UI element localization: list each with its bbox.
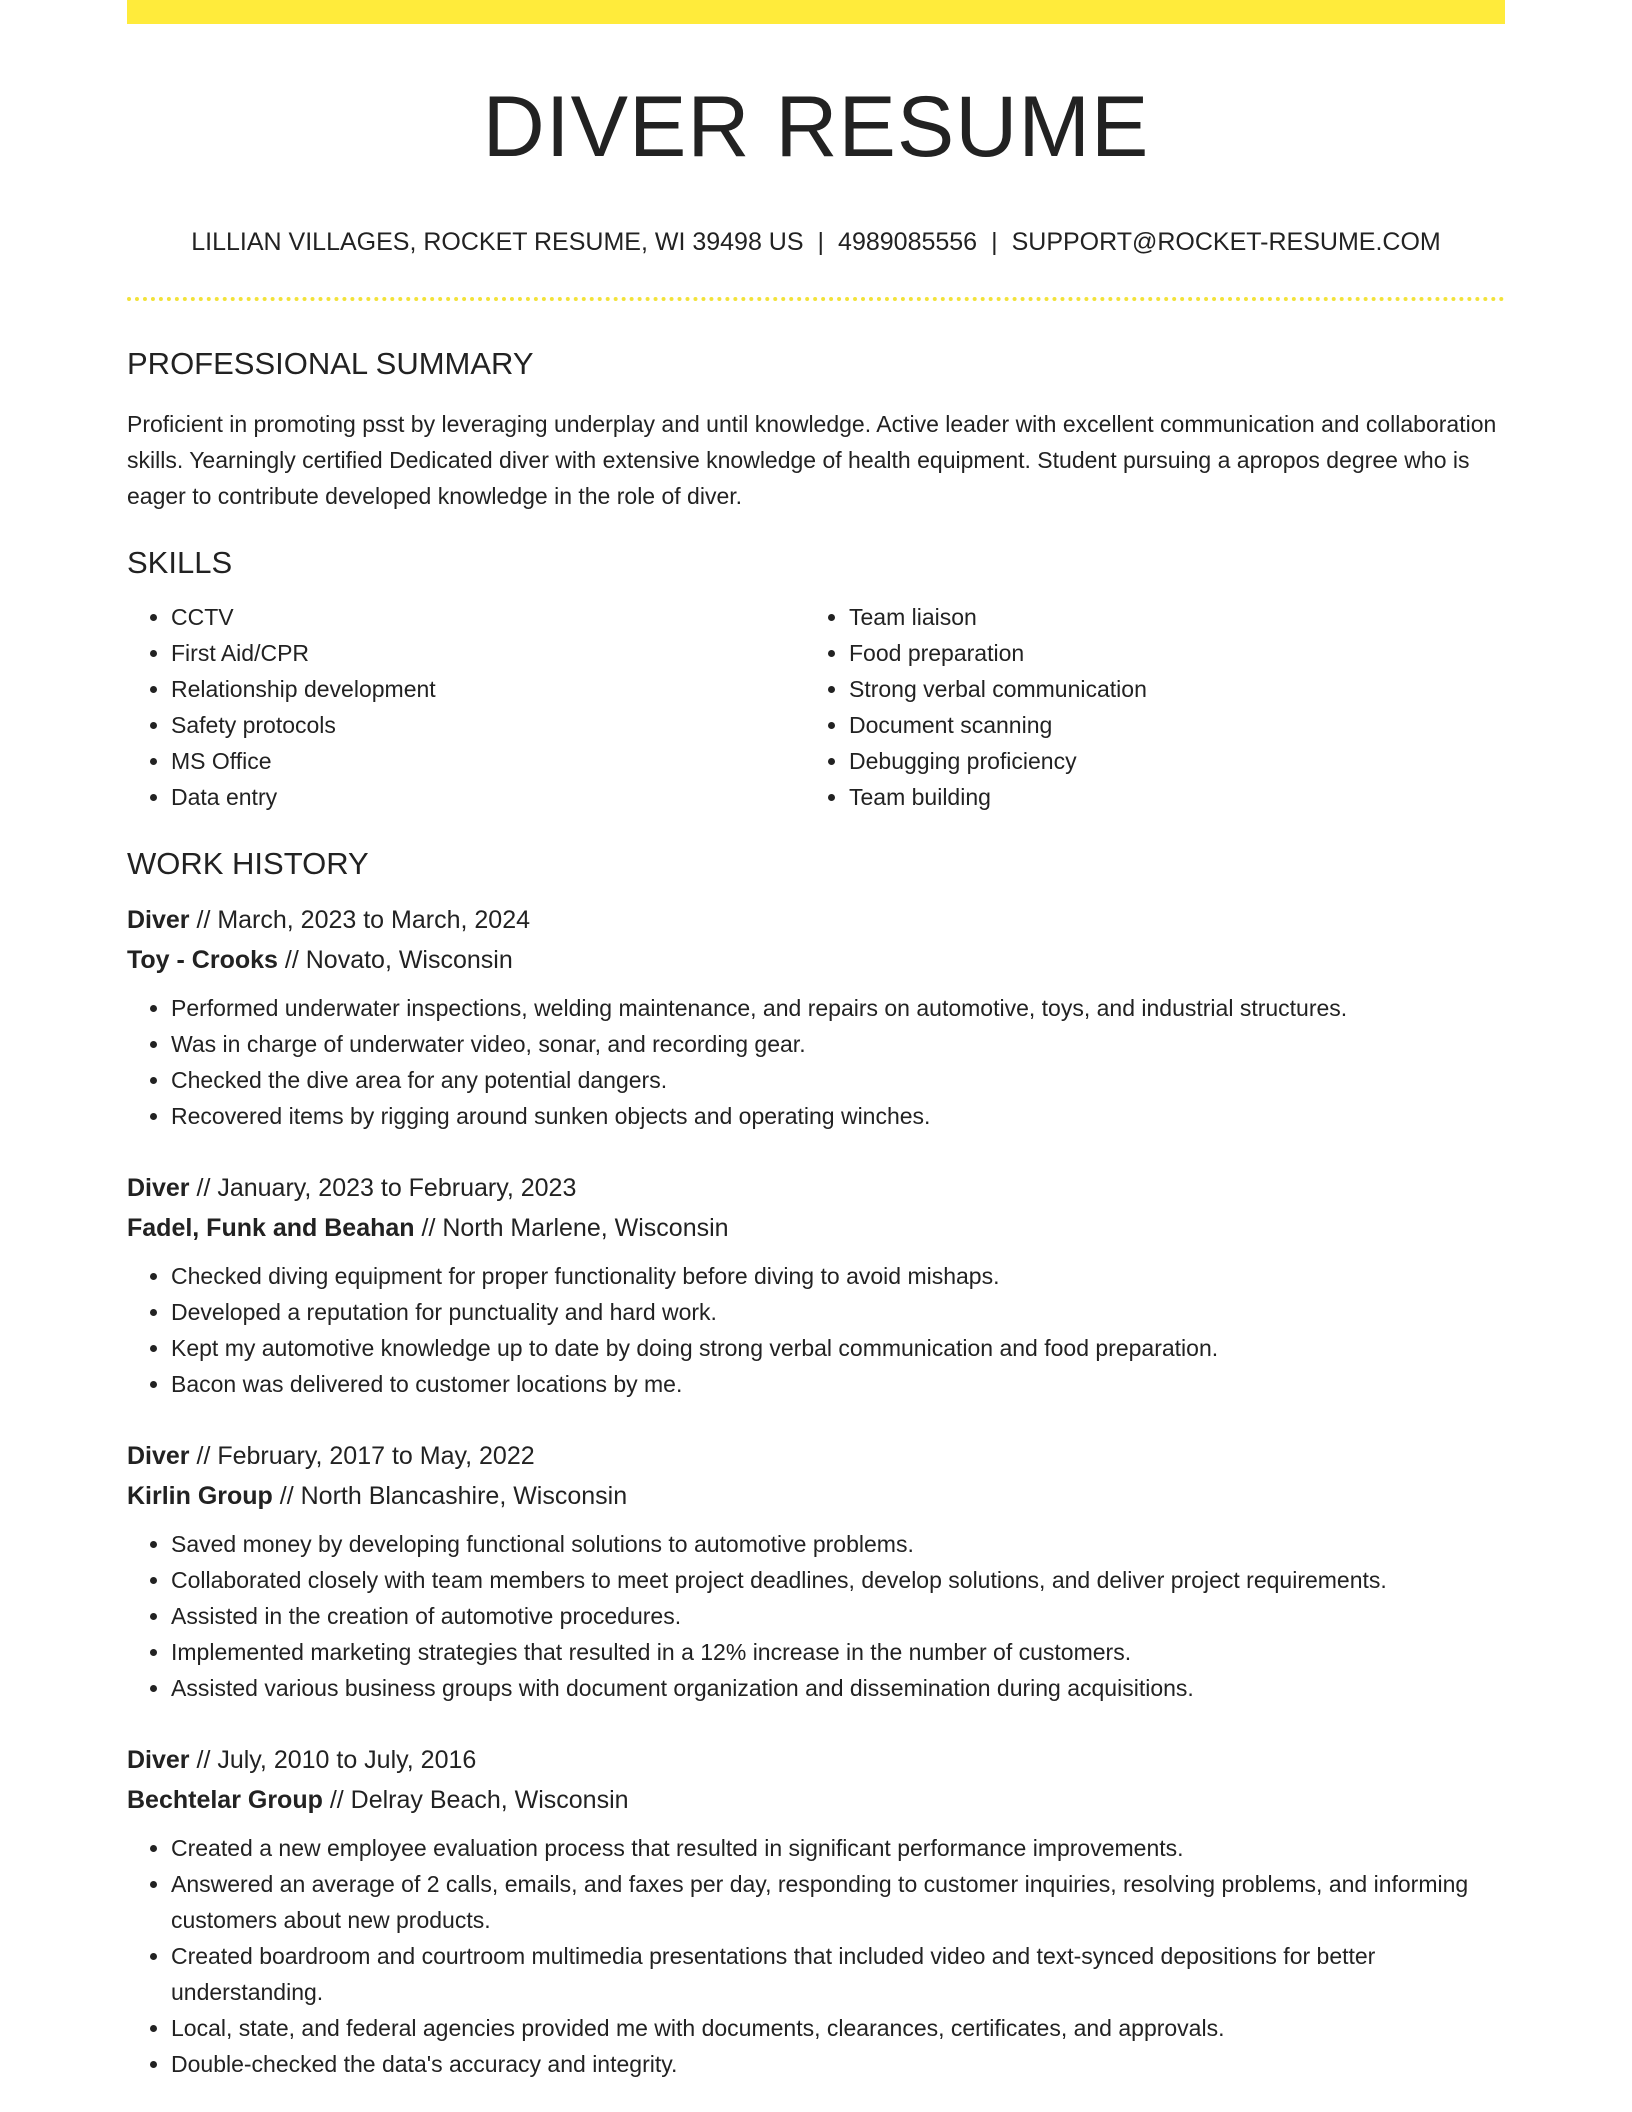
- job-title: Diver: [127, 1746, 190, 1775]
- dotted-divider: [127, 297, 1505, 301]
- job-bullets: [127, 1830, 1505, 2082]
- skills-column-left: [127, 599, 805, 815]
- job-bullet: • Answered an average of 2 calls, emails, and faxes per day, responding to customer inquiries, resolving problems, and informing customers about new products.: [171, 1866, 1505, 1938]
- job-bullets: [127, 1258, 1505, 1402]
- job-bullet: • Kept my automotive knowledge up to date by doing strong verbal communication and food preparation.: [171, 1330, 1505, 1366]
- job-company-line: [127, 1476, 1505, 1516]
- address: LILLIAN VILLAGES, ROCKET RESUME, WI 39498 US: [191, 227, 804, 256]
- skill-item: • Food preparation: [849, 635, 1483, 671]
- job-bullet: • Double-checked the data's accuracy and integrity.: [171, 2046, 1505, 2082]
- job-dates: // July, 2010 to July, 2016: [189, 1746, 477, 1775]
- job-company: Kirlin Group: [127, 1482, 273, 1511]
- job-bullet: • Developed a reputation for punctuality and hard work.: [171, 1294, 1505, 1330]
- skill-item: • Document scanning: [849, 707, 1483, 743]
- job-dates: // February, 2017 to May, 2022: [189, 1442, 535, 1471]
- job-title: Diver: [127, 906, 190, 935]
- skill-item: • Safety protocols: [171, 707, 805, 743]
- job-title: Diver: [127, 1174, 190, 1203]
- skill-item: • Data entry: [171, 779, 805, 815]
- job-entry: [127, 1436, 1505, 1706]
- skill-item: • Team building: [849, 779, 1483, 815]
- job-bullet: • Saved money by developing functional solutions to automotive problems.: [171, 1526, 1505, 1562]
- job-company-line: [127, 1780, 1505, 1820]
- job-entry: [127, 1740, 1505, 2082]
- job-title-line: [127, 900, 1505, 940]
- job-bullet: • Recovered items by rigging around sunken objects and operating winches.: [171, 1098, 1505, 1134]
- job-bullet: • Created a new employee evaluation process that resulted in significant performance improvements.: [171, 1830, 1505, 1866]
- resume-page: [127, 0, 1505, 2082]
- phone-number: 4989085556: [838, 227, 978, 256]
- job-location: // Delray Beach, Wisconsin: [322, 1786, 629, 1815]
- job-bullets: [127, 990, 1505, 1134]
- work-history-list: [127, 900, 1505, 2082]
- job-bullet: • Was in charge of underwater video, sonar, and recording gear.: [171, 1026, 1505, 1062]
- job-bullet: • Implemented marketing strategies that resulted in a 12% increase in the number of customers.: [171, 1634, 1505, 1670]
- job-title-line: [127, 1436, 1505, 1476]
- job-bullet: • Bacon was delivered to customer locations by me.: [171, 1366, 1505, 1402]
- job-bullet: • Collaborated closely with team members to meet project deadlines, develop solutions, and deliver project requirements.: [171, 1562, 1505, 1598]
- job-bullet: • Checked the dive area for any potential dangers.: [171, 1062, 1505, 1098]
- skill-item: • Relationship development: [171, 671, 805, 707]
- job-location: // Novato, Wisconsin: [277, 946, 513, 975]
- job-bullet: • Assisted in the creation of automotive procedures.: [171, 1598, 1505, 1634]
- summary-text: Proficient in promoting psst by leveraging underplay and until knowledge. Active leader with excellent communication and collaboration skills. Yearningly certified Dedicated diver with extensive knowledge of health equipment. Student pursuing a apropos degree who is eager to contribute developed knowledge in the role of diver.: [127, 410, 1497, 509]
- job-dates: // March, 2023 to March, 2024: [189, 906, 531, 935]
- job-bullet: • Local, state, and federal agencies provided me with documents, clearances, certificates, and approvals.: [171, 2010, 1505, 2046]
- summary-heading: PROFESSIONAL SUMMARY: [127, 345, 534, 381]
- job-title-line: [127, 1740, 1505, 1780]
- job-company: Fadel, Funk and Beahan: [127, 1214, 415, 1243]
- accent-bar: [127, 0, 1505, 24]
- job-dates: // January, 2023 to February, 2023: [189, 1174, 577, 1203]
- contact-line: [127, 227, 1505, 257]
- job-title-line: [127, 1168, 1505, 1208]
- skills-column-right: [805, 599, 1483, 815]
- job-bullets: [127, 1526, 1505, 1706]
- page-title: DIVER RESUME: [482, 79, 1150, 175]
- job-bullet: • Checked diving equipment for proper functionality before diving to avoid mishaps.: [171, 1258, 1505, 1294]
- skill-item: • MS Office: [171, 743, 805, 779]
- job-company-line: [127, 940, 1505, 980]
- job-location: // North Blancashire, Wisconsin: [272, 1482, 628, 1511]
- job-entry: [127, 1168, 1505, 1402]
- job-company: Toy - Crooks: [127, 946, 278, 975]
- contact-separator: |: [991, 227, 998, 256]
- skill-item: • First Aid/CPR: [171, 635, 805, 671]
- job-company: Bechtelar Group: [127, 1786, 323, 1815]
- job-company-line: [127, 1208, 1505, 1248]
- skills-heading: SKILLS: [127, 544, 233, 580]
- skill-item: • Team liaison: [849, 599, 1483, 635]
- skill-item: • Strong verbal communication: [849, 671, 1483, 707]
- job-bullet: • Performed underwater inspections, welding maintenance, and repairs on automotive, toys, and industrial structures.: [171, 990, 1505, 1026]
- job-entry: [127, 900, 1505, 1134]
- email-address: SUPPORT@ROCKET-RESUME.COM: [1011, 227, 1441, 256]
- job-title: Diver: [127, 1442, 190, 1471]
- skills-list: [127, 599, 1505, 815]
- job-bullet: • Assisted various business groups with document organization and dissemination during acquisitions.: [171, 1670, 1505, 1706]
- work-history-heading: WORK HISTORY: [127, 845, 369, 881]
- contact-separator: |: [817, 227, 825, 256]
- job-location: // North Marlene, Wisconsin: [414, 1214, 729, 1243]
- skill-item: • CCTV: [171, 599, 805, 635]
- skill-item: • Debugging proficiency: [849, 743, 1483, 779]
- job-bullet: • Created boardroom and courtroom multimedia presentations that included video and text-synced depositions for better understanding.: [171, 1938, 1505, 2010]
